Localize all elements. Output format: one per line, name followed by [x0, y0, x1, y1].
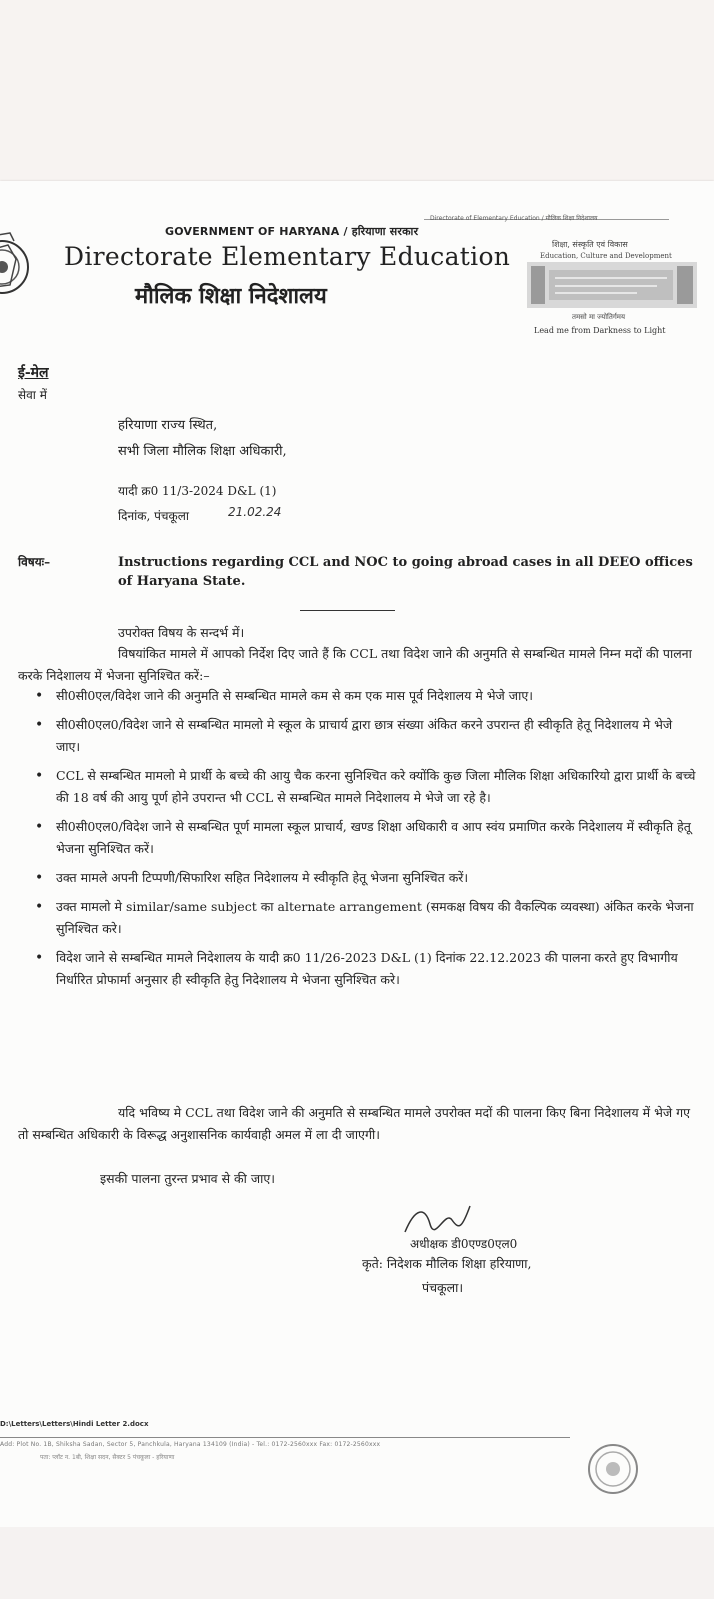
background-bottom [0, 1527, 714, 1599]
instruction-list [18, 685, 698, 998]
government-line: GOVERNMENT OF HARYANA / हरियाणा सरकार [165, 225, 419, 238]
email-label: ई-मेल [18, 365, 49, 381]
signatory-place: पंचकूला। [422, 1280, 464, 1295]
seva-mein: सेवा में [18, 388, 47, 402]
paragraph-warning: यदि भविष्य मे CCL तथा विदेश जाने की अनुमति से सम्बन्धित मामले उपरोक्त मदों की पालना किए बिना निदेशालय में भेजे गए तो सम्बन्धित अधिकारी के विरूद्ध अनुशासनिक कार्यवाही अमल में ला दी जाएगी। [18, 1105, 691, 1142]
list-item: • उक्त मामलो मे similar/same subject का alternate arrangement (समकक्ष विषय की वैकल्पिक व्यवस्था) अंकित करके भेजना सुनिश्चित करे। [18, 896, 698, 940]
list-item: • सी0सी0एल0/विदेश जाने से सम्बन्धित पूर्ण मामला स्कूल प्राचार्य, खण्ड शिक्षा अधिकारी व आप स्वंय प्रमाणित करके निदेशालय में स्वीकृति हेतू भेजना सुनिश्चित करें। [18, 816, 698, 860]
directorate-title-english: Directorate Elementary Education [64, 242, 511, 271]
state-emblem-icon [0, 215, 36, 305]
file-path: D:\Letters\Letters\Hindi Letter 2.docx [0, 1420, 149, 1428]
recipient-line-1: हरियाणा राज्य स्थित, [118, 418, 218, 433]
list-item: • विदेश जाने से सम्बन्धित मामले निदेशालय के यादी क्र0 11/26-2023 D&L (1) दिनांक 22.12.2023 की पालना करते हुए विभागीय निर्धारित प्रोफार्मा अनुसार ही स्वीकृति हेतु निदेशालय मे भेजना सुनिश्चित करे। [18, 947, 698, 991]
date-label: दिनांक, पंचकूला [118, 509, 189, 523]
paragraph-instructions-intro: विषयांकित मामले में आपको निर्देश दिए जाते हैं कि CCL तथा विदेश जाने की अनुमति से सम्बन्धित मामले निम्न मदों की पालना करके निदेशालय में भेजना सुनिश्चित करें:– [18, 646, 692, 683]
handwritten-date: 21.02.24 [228, 505, 282, 519]
list-item: • उक्त मामले अपनी टिप्पणी/सिफारिश सहित निदेशालय मे स्वीकृति हेतू भेजना सुनिश्चित करें। [18, 867, 698, 889]
header-right-hindi: शिक्षा, संस्कृति एवं विकास [552, 240, 628, 249]
background-top [0, 0, 714, 180]
header-right-hindi-motto: तमसो मा ज्योतिर्गमय [572, 313, 626, 321]
list-item: • सी0सी0एल/विदेश जाने की अनुमति से सम्बन्धित मामले कम से कम एक मास पूर्व निदेशालय मे भेजे जाए। [18, 685, 698, 707]
header-top-small-text: Directorate of Elementary Education / मौलिक शिक्षा निदेशालय [430, 215, 598, 222]
recipient-line-2: सभी जिला मौलिक शिक्षा अधिकारी, [118, 444, 287, 459]
subject-label: विषयः– [18, 555, 51, 569]
list-item: • सी0सी0एल0/विदेश जाने से सम्बन्धित मामलो मे स्कूल के प्राचार्य द्वारा छात्र संख्या अंकित करने उपरान्त ही स्वीकृति हेतू निदेशालय मे भेजे जाए। [18, 714, 698, 758]
signatory-on-behalf: कृते: निदेशक मौलिक शिक्षा हरियाणा, [362, 1256, 532, 1271]
signatory-designation: अधीक्षक डी0एण्ड0एल0 [410, 1237, 518, 1251]
department-banner-image [527, 262, 697, 308]
directorate-title-hindi: मौलिक शिक्षा निदेशालय [135, 283, 327, 309]
footer-address: Add: Plot No. 1B, Shiksha Sadan, Sector 5, Panchkula, Haryana 134109 (India) - Tel.: 0172-2560xxx Fax: 0172-2560xxx [0, 1441, 381, 1448]
list-item: • CCL से सम्बन्धित मामलो मे प्रार्थी के बच्चे की आयु चैक करना सुनिश्चित करे क्योंकि कुछ जिला मौलिक शिक्षा अधिकारियो द्वारा प्रार्थी के बच्चे की 18 वर्ष की आयु पूर्ण होने उपरान्त भी CCL से सम्बन्धित मामले निदेशालय मे भेजे जा रहे है। [18, 765, 698, 809]
header-motto: Lead me from Darkness to Light [534, 326, 666, 335]
paragraph-reference: उपरोक्त विषय के सन्दर्भ में। [118, 625, 245, 640]
footer-address-hindi: पता: प्लॉट न. 1बी, शिक्षा सदन, सैक्टर 5 पंचकूला - हरियाणा [40, 1454, 175, 1461]
reference-number: यादी क्र0 11/3-2024 D&L (1) [118, 484, 277, 498]
header-right-english: Education, Culture and Development [540, 252, 672, 260]
subject-text: Instructions regarding CCL and NOC to going abroad cases in all DEEO offices of Haryana State. [118, 555, 693, 589]
footer-rule [0, 1437, 570, 1438]
paragraph-compliance: इसकी पालना तुरन्त प्रभाव से की जाए। [100, 1171, 276, 1186]
subject-underline [300, 610, 395, 611]
signature-icon [400, 1198, 480, 1238]
seal-icon [586, 1442, 640, 1496]
